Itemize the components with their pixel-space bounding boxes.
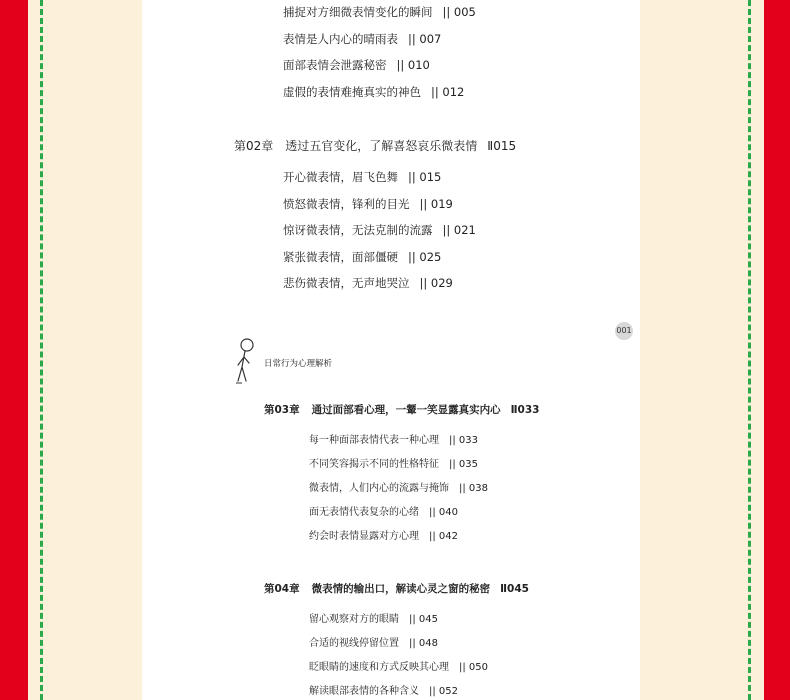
entry-title: 不同笑容揭示不同的性格特征 — [309, 459, 439, 470]
stick-figure-icon — [234, 337, 258, 389]
toc-entry — [283, 57, 430, 73]
toc-entry — [309, 682, 458, 697]
chapter-title: 通过面部看心理，一颦一笑显露真实内心 — [311, 404, 501, 416]
entry-title: 约会时表情显露对方心理 — [309, 531, 419, 542]
entry-title: 解读眼部表情的各种含义 — [309, 686, 419, 697]
toc-entry — [309, 503, 458, 518]
toc-entry — [309, 431, 478, 446]
toc-entry — [283, 169, 441, 185]
entry-page: || 029 — [419, 276, 453, 290]
toc-entry — [283, 222, 476, 238]
entry-page: || 042 — [429, 531, 459, 542]
entry-page: || 038 — [459, 483, 489, 494]
entry-title: 合适的视线停留位置 — [309, 638, 399, 649]
toc-entry — [309, 610, 438, 625]
entry-title: 愤怒微表情，锋利的目光 — [283, 197, 410, 211]
entry-title: 捕捉对方细微表情变化的瞬间 — [283, 5, 433, 19]
entry-title: 微表情，人们内心的流露与掩饰 — [309, 483, 449, 494]
chapter-heading — [264, 581, 529, 596]
entry-page: || 012 — [431, 85, 465, 99]
entry-page: || 045 — [409, 614, 439, 625]
chapter-heading — [264, 402, 539, 417]
entry-page: || 033 — [449, 435, 479, 446]
entry-page: || 052 — [429, 686, 459, 697]
toc-entry — [309, 634, 438, 649]
chapter-number: 第03章 — [264, 404, 300, 416]
toc-entry — [309, 658, 488, 673]
toc-entry — [283, 275, 453, 291]
entry-page: || 035 — [449, 459, 479, 470]
toc-entry — [283, 31, 441, 47]
toc-entry — [309, 527, 458, 542]
chapter-title: 微表情的输出口，解读心灵之窗的秘密 — [311, 583, 491, 595]
chapter-title: 透过五官变化，了解喜怒哀乐微表情 — [285, 139, 478, 153]
entry-title: 悲伤微表情，无声地哭泣 — [283, 276, 410, 290]
entry-page: || 015 — [408, 170, 442, 184]
chapter-number: 第02章 — [234, 139, 274, 153]
entry-title: 每一种面部表情代表一种心理 — [309, 435, 439, 446]
entry-page: || 010 — [396, 58, 430, 72]
entry-title: 虚假的表情难掩真实的神色 — [283, 85, 421, 99]
toc-entry — [283, 249, 441, 265]
chapter-heading — [234, 137, 516, 154]
entry-title: 紧张微表情，面部僵硬 — [283, 250, 398, 264]
entry-page: || 025 — [408, 250, 442, 264]
page-number-badge: 001 — [615, 322, 633, 340]
toc-entry — [283, 196, 453, 212]
toc-entry — [309, 479, 488, 494]
entry-page: || 019 — [419, 197, 453, 211]
toc-entry — [283, 84, 464, 100]
running-title: 日常行为心理解析 — [264, 359, 333, 369]
chapter-page: Ⅱ015 — [487, 139, 517, 153]
entry-page: || 050 — [459, 662, 489, 673]
chapter-page: Ⅱ033 — [510, 404, 540, 416]
entry-page: || 007 — [408, 32, 442, 46]
entry-title: 表情是人内心的晴雨表 — [283, 32, 398, 46]
entry-title: 留心观察对方的眼睛 — [309, 614, 399, 625]
entry-title: 开心微表情，眉飞色舞 — [283, 170, 398, 184]
toc-entry — [283, 4, 476, 20]
entry-title: 眨眼睛的速度和方式反映其心理 — [309, 662, 449, 673]
chapter-page: Ⅱ045 — [500, 583, 529, 595]
entry-page: || 005 — [442, 5, 476, 19]
left-cream-panel — [28, 0, 142, 700]
right-dashed-border — [748, 0, 751, 700]
chapter-number: 第04章 — [264, 583, 300, 595]
right-cream-panel — [640, 0, 764, 700]
entry-title: 面部表情会泄露秘密 — [283, 58, 387, 72]
entry-page: || 040 — [429, 507, 459, 518]
entry-page: || 048 — [409, 638, 439, 649]
toc-entry — [309, 455, 478, 470]
entry-title: 面无表情代表复杂的心绪 — [309, 507, 419, 518]
left-dashed-border — [40, 0, 43, 700]
entry-title: 惊讶微表情，无法克制的流露 — [283, 223, 433, 237]
entry-page: || 021 — [442, 223, 476, 237]
